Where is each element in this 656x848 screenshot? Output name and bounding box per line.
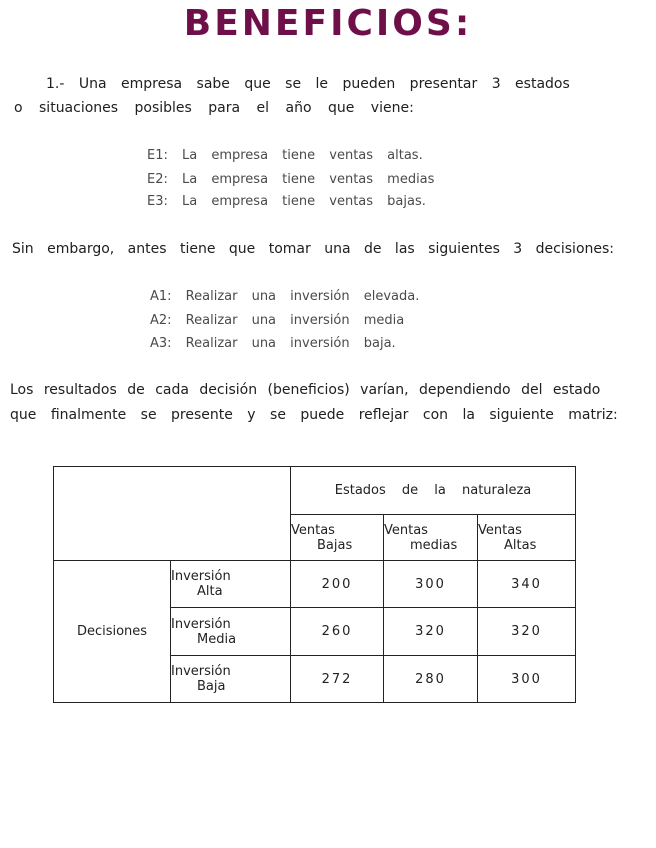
decisions-intro: Sin embargo, antes tiene que tomar una de las siguientes 3 decisiones: — [12, 241, 615, 257]
benefits-matrix — [53, 466, 576, 703]
intro-line-1: 1.- Una empresa sabe que se le pueden presentar 3 estados — [46, 76, 570, 92]
decision-a3: A3: Realizar una inversión baja. — [150, 336, 396, 351]
row-header-line-1: Inversión — [171, 616, 231, 632]
col-header-line-2: Altas — [504, 537, 537, 553]
intro-line-2: o situaciones posibles para el año que viene: — [14, 100, 414, 116]
state-e1: E1: La empresa tiene ventas altas. — [147, 148, 423, 163]
decision-a2: A2: Realizar una inversión media — [150, 313, 405, 328]
state-e2: E2: La empresa tiene ventas medias — [147, 172, 435, 187]
matrix-cell: 320 — [478, 608, 576, 656]
col-header-ventas-medias — [384, 515, 478, 561]
matrix-cell: 272 — [291, 656, 384, 703]
col-header-ventas-bajas — [291, 515, 384, 561]
col-header-line-1: Ventas — [384, 522, 428, 538]
col-header-line-2: medias — [410, 537, 458, 553]
row-header-line-1: Inversión — [171, 664, 231, 679]
row-header-line-2: Media — [197, 631, 237, 647]
row-header-line-1: Inversión — [171, 569, 231, 584]
matrix-corner — [54, 467, 291, 561]
decision-a1: A1: Realizar una inversión elevada. — [150, 289, 420, 304]
row-header-inversion-baja — [171, 656, 291, 703]
results-line-1: Los resultados de cada decisión (beneficios) varían, dependiendo del estado — [10, 382, 601, 398]
col-header-line-2: Bajas — [317, 537, 353, 553]
nature-header: Estados de la naturaleza — [291, 467, 576, 515]
matrix-cell: 200 — [291, 561, 384, 608]
results-line-2: que finalmente se presente y se puede reflejar con la siguiente matriz: — [10, 407, 618, 423]
row-header-line-2: Alta — [197, 584, 223, 599]
page-title: BENEFICIOS: — [183, 3, 473, 44]
matrix-cell: 260 — [291, 608, 384, 656]
matrix-cell: 300 — [384, 561, 478, 608]
matrix-cell: 280 — [384, 656, 478, 703]
col-header-line-1: Ventas — [291, 522, 335, 538]
row-header-inversion-media — [171, 608, 291, 656]
matrix-cell: 300 — [478, 656, 576, 703]
row-header-inversion-alta — [171, 561, 291, 608]
matrix-cell: 340 — [478, 561, 576, 608]
decisions-label: Decisiones — [54, 561, 171, 703]
col-header-line-1: Ventas — [478, 522, 522, 538]
row-header-line-2: Baja — [197, 679, 226, 694]
col-header-ventas-altas — [478, 515, 576, 561]
matrix-cell: 320 — [384, 608, 478, 656]
state-e3: E3: La empresa tiene ventas bajas. — [147, 194, 426, 209]
